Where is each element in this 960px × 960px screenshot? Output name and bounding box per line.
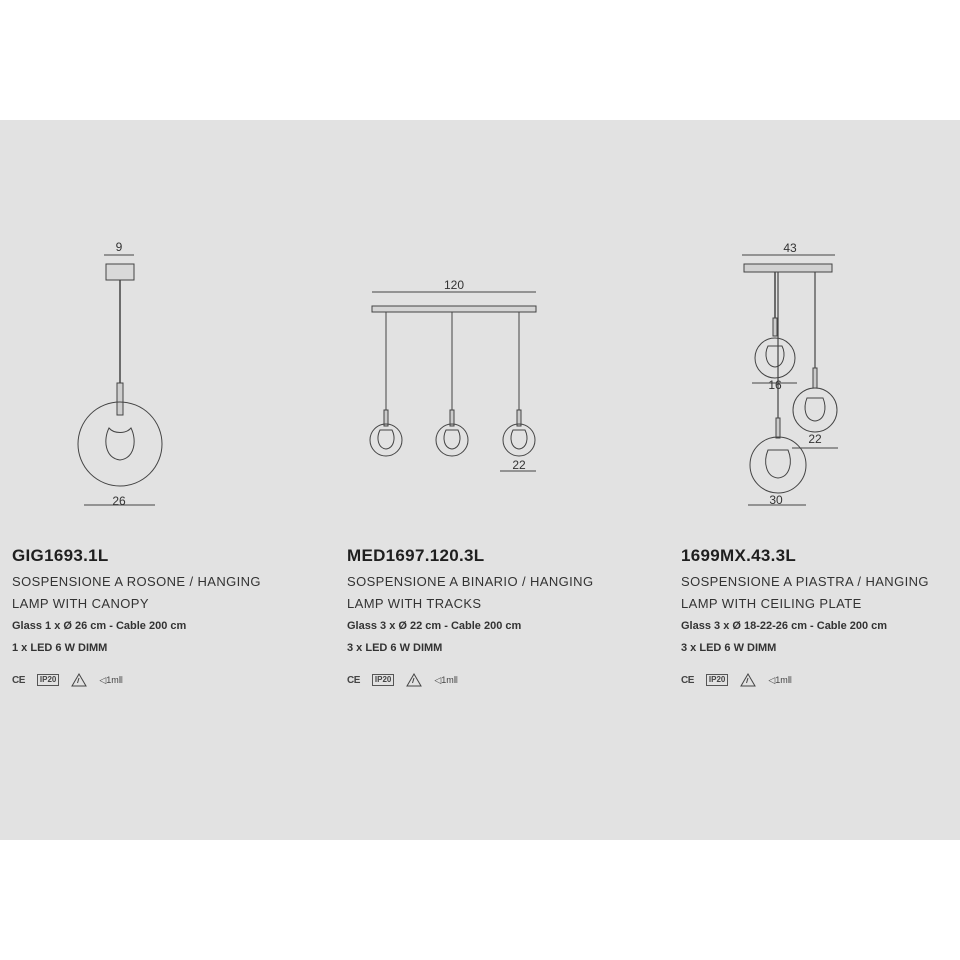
dim-globe: 26 xyxy=(112,494,126,508)
product-description-line2: LAMP WITH CEILING PLATE xyxy=(681,596,862,611)
ce-mark-icon: CE xyxy=(681,674,694,686)
certification-row xyxy=(12,673,312,687)
glass-spec: Glass 1 x Ø 26 cm - Cable 200 cm xyxy=(12,620,187,632)
dim-canopy: 9 xyxy=(115,240,123,254)
product-description-line1: SOSPENSIONE A ROSONE / HANGING xyxy=(12,574,261,589)
spec-block-1699mx xyxy=(681,546,951,687)
product-description-line1: SOSPENSIONE A PIASTRA / HANGING xyxy=(681,574,929,589)
product-code: MED1697.120.3L xyxy=(347,546,485,565)
ce-mark-icon: CE xyxy=(347,674,360,686)
dim-track: 120 xyxy=(443,278,465,292)
globe-small xyxy=(755,338,795,378)
warning-icon xyxy=(740,673,756,687)
glass-spec: Glass 3 x Ø 18-22-26 cm - Cable 200 cm xyxy=(681,620,888,632)
globe-2 xyxy=(436,424,468,456)
product-description-line2: LAMP WITH TRACKS xyxy=(347,596,482,611)
dim-medium: 22 xyxy=(808,432,822,446)
dim-globe: 22 xyxy=(512,458,526,472)
product-description-line1: SOSPENSIONE A BINARIO / HANGING xyxy=(347,574,594,589)
product-code: 1699MX.43.3L xyxy=(681,546,797,565)
dim-small: 16 xyxy=(768,378,782,392)
warning-icon xyxy=(406,673,422,687)
ip20-icon: IP20 xyxy=(372,674,394,686)
warning-icon xyxy=(71,673,87,687)
led-spec: 3 x LED 6 W DIMM xyxy=(347,642,443,654)
ceiling-plate xyxy=(744,264,832,272)
spec-block-med1697 xyxy=(347,546,647,687)
product-description-line2: LAMP WITH CANOPY xyxy=(12,596,149,611)
led-spec: 3 x LED 6 W DIMM xyxy=(681,642,777,654)
spec-block-gig1693 xyxy=(12,546,312,687)
glass-spec: Glass 3 x Ø 22 cm - Cable 200 cm xyxy=(347,620,522,632)
spotlight-distance-icon: ◁1m⦀ xyxy=(434,674,458,685)
canopy xyxy=(106,264,134,280)
spotlight-distance-icon: ◁1m⦀ xyxy=(99,674,123,685)
product-code: GIG1693.1L xyxy=(12,546,109,565)
dim-large: 30 xyxy=(769,493,783,507)
certification-row xyxy=(681,673,951,687)
drawing-gig1693 xyxy=(78,255,162,505)
lamp-holder xyxy=(117,383,123,415)
globe-3 xyxy=(503,424,535,456)
spotlight-distance-icon: ◁1m⦀ xyxy=(768,674,792,685)
led-spec: 1 x LED 6 W DIMM xyxy=(12,642,108,654)
drawing-med1697 xyxy=(370,292,536,471)
ip20-icon: IP20 xyxy=(706,674,728,686)
ce-mark-icon: CE xyxy=(12,674,25,686)
ip20-icon: IP20 xyxy=(37,674,59,686)
certification-row xyxy=(347,673,647,687)
track xyxy=(372,306,536,312)
globe-large xyxy=(750,437,806,493)
drawing-1699mx xyxy=(742,255,838,505)
globe-medium xyxy=(793,388,837,432)
bulb xyxy=(106,428,134,460)
globe-1 xyxy=(370,424,402,456)
dim-plate: 43 xyxy=(783,241,797,255)
